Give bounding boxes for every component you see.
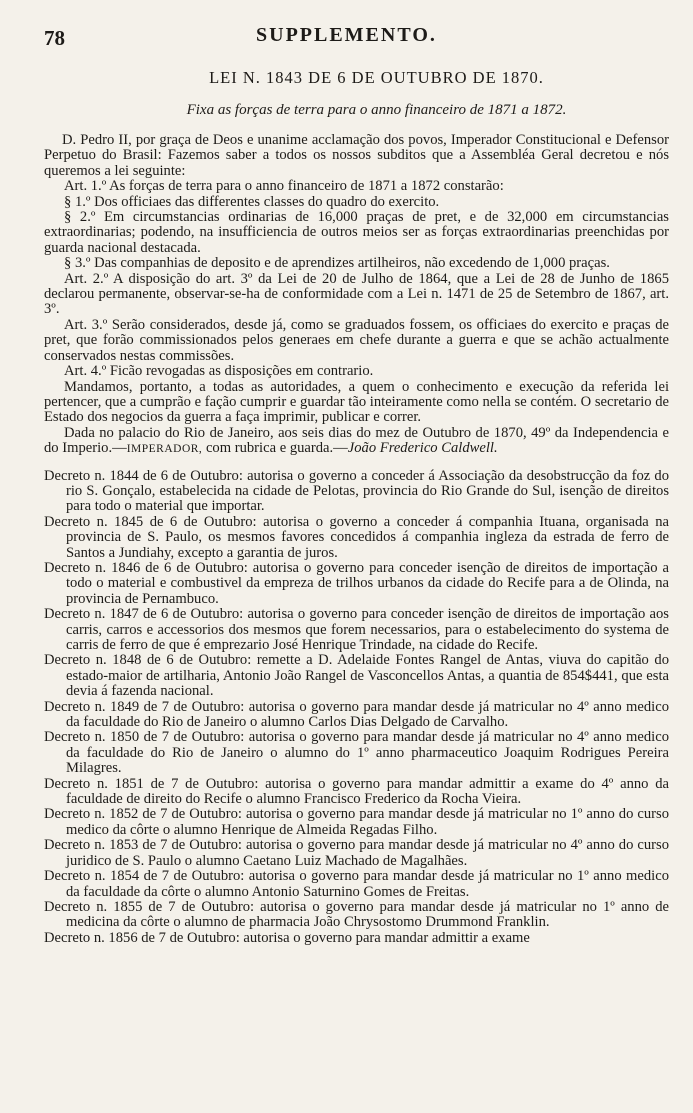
law-article-3: Art. 3.º Serão considerados, desde já, como se graduados fossem, os officiaes do exercito e praças de pret, que forão commissionados pelos generaes em chefe durante a guerra e que se achão actualmente conservados nestas commissões. — [44, 316, 669, 364]
decree-1851: Decreto n. 1851 de 7 de Outubro: autorisa o governo para mandar admittir a exame do 4º anno da faculdade de direito do Recife o alumno Francisco Frederico da Rocha Vieira. — [44, 775, 669, 808]
law-section-3: § 3.º Das companhias de deposito e de aprendizes artilheiros, não excedendo de 1,000 praças. — [64, 255, 610, 272]
signature-minister: João Frederico Caldwell. — [347, 440, 498, 457]
decree-1847: Decreto n. 1847 de 6 de Outubro: autorisa o governo para conceder isenção de direitos de importação aos carris, carros e accessorios dos mesmos que forem necessarios, para o estabelecimento do systema de carris de ferro de que é emprezario José Henrique Trindade, na cidade do Recife. — [44, 606, 669, 653]
decree-1846: Decreto n. 1846 de 6 de Outubro: autorisa o governo para conceder isenção de direitos de importação a todo o material e combustivel da empreza de trilhos urbanos da cidade do Recife para a de Olinda, na provincia de Pernambuco. — [44, 559, 669, 607]
decree-1854: Decreto n. 1854 de 7 de Outubro: autorisa o governo para mandar desde já matricular no 1º anno medico da faculdade da côrte o alumno Antonio Saturnino Gomes de Freitas. — [44, 868, 669, 900]
decree-list — [44, 469, 669, 947]
page-number: 78 — [44, 26, 65, 50]
decree-1844: Decreto n. 1844 de 6 de Outubro: autorisa o governo a conceder á Associação da desobstrucção da foz do rio S. Gonçalo, estabelecida na cidade de Pelotas, provincia do Rio Grande do Sul, isenção de direitos para todo o material que importar. — [44, 467, 669, 515]
law-subtitle: Fixa as forças de terra para o anno financeiro de 1871 a 1872. — [186, 102, 567, 118]
decree-1848: Decreto n. 1848 de 6 de Outubro: remette a D. Adelaide Fontes Rangel de Antas, viuva do capitão do estado-maior de artilharia, Antonio João Rangel de Vasconcellos Antas, a quantia de 854$441, que esta devia á fazenda nacional. — [44, 652, 669, 700]
law-article-4: Art. 4.º Ficão revogadas as disposições em contrario. — [64, 363, 374, 380]
decree-1852: Decreto n. 1852 de 7 de Outubro: autorisa o governo para mandar desde já matricular no 1º anno do curso medico da côrte o alumno Henrique de Almeida Regadas Filho. — [44, 806, 669, 838]
closing-text: Dada no palacio do Rio de Janeiro, aos seis dias do mez de Outubro de 1870, 49º da Independencia e do Imperio.— — [44, 424, 669, 457]
decree-1856: Decreto n. 1856 de 7 de Outubro: autorisa o governo para mandar admittir a exame — [44, 929, 530, 946]
signature-emperor: IMPERADOR, — [126, 443, 203, 456]
decree-1855: Decreto n. 1855 de 7 de Outubro: autorisa o governo para mandar desde já matricular no 1º anno de medicina da côrte o alumno de pharmacia João Chrysostomo Drummond Franklin. — [44, 898, 669, 931]
law-section-2: § 2.º Em circumstancias ordinarias de 16,000 praças de pret, e de 32,000 em circumstancias extraordinarias; podendo, na insufficiencia de outros meios ser as forças extraordinarias preenchidas por guarda nacional destacada. — [44, 209, 669, 256]
law-title: LEI N. 1843 DE 6 DE OUTUBRO DE 1870. — [209, 68, 544, 87]
law-section-1: § 1.º Dos officiaes das differentes classes do quadro do exercito. — [64, 193, 440, 210]
law-preamble: D. Pedro II, por graça de Deos e unanime acclamação dos povos, Imperador Constitucional e Defensor Perpetuo do Brasil: Fazemos saber a todos os nossos subditos que a Assembléa Geral decretou e nós queremos a lei seguinte: — [44, 132, 669, 179]
law-body — [44, 133, 669, 458]
law-article-1: Art. 1.º As forças de terra para o anno financeiro de 1871 a 1872 constarão: — [64, 178, 504, 195]
decree-1849: Decreto n. 1849 de 7 de Outubro: autorisa o governo para mandar desde já matricular no 4º anno medico da faculdade do Rio de Janeiro o alumno Carlos Dias Delgado de Carvalho. — [44, 698, 669, 731]
signature-middle: com rubrica e guarda.— — [202, 440, 348, 457]
page-header — [44, 14, 669, 50]
decree-1845: Decreto n. 1845 de 6 de Outubro: autorisa o governo a conceder á companhia Ituana, organisada na provincia de S. Paulo, os mesmos favores concedidos á companhia ingleza da estrada de ferro de Santos a Jundiahy, excepto a garantia de juros. — [44, 513, 669, 561]
decree-1850: Decreto n. 1850 de 7 de Outubro: autorisa o governo para mandar desde já matricular no 4º anno medico da faculdade do Rio de Janeiro o alumno do 1º anno pharmaceutico Joaquim Rodrigues Pereira Milagres. — [44, 729, 669, 777]
decree-1853: Decreto n. 1853 de 7 de Outubro: autorisa o governo para mandar desde já matricular no 4º anno do curso juridico de S. Paulo o alumno Caetano Luiz Machado de Magalhães. — [44, 837, 669, 869]
law-closing — [44, 426, 669, 458]
law-article-2: Art. 2.º A disposição do art. 3º da Lei de 20 de Julho de 1864, que a Lei de 28 de Junho de 1865 declarou permanente, observar-se-ha de conformidade com a Lei n. 1471 de 25 de Setembro de 1867, art. 3º. — [44, 270, 669, 318]
running-head: SUPPLEMENTO. — [256, 24, 437, 46]
law-mandate: Mandamos, portanto, a todas as autoridades, a quem o conhecimento e execução da referida lei pertencer, que a cumprão e fação cumprir e guardar tão inteiramente como nella se contém. O secretario de Estado dos negocios da guerra a faça imprimir, publicar e correr. — [44, 378, 669, 426]
